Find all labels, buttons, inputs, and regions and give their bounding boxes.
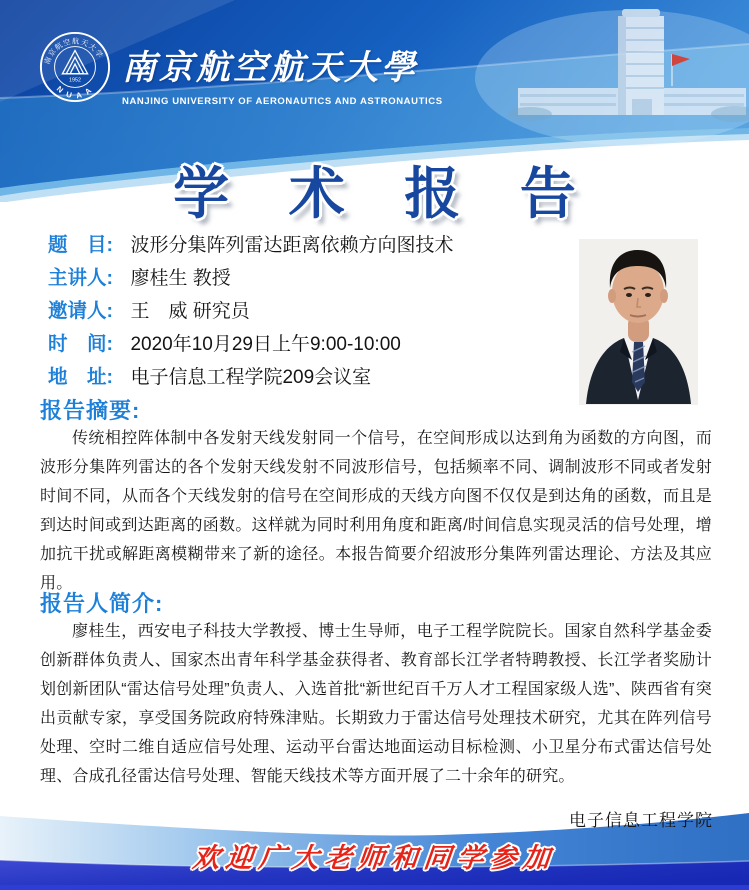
organizer-signature: 电子信息工程学院 [569, 811, 713, 830]
page-title: 学 术 报 告 [173, 162, 598, 225]
nuaa-seal-icon [38, 30, 112, 104]
info-row-address [48, 361, 453, 394]
university-name-en: NANJING UNIVERSITY OF AERONAUTICS AND ASTRONAUTICS [122, 96, 443, 107]
lecture-info [48, 229, 453, 394]
info-row-inviter [48, 295, 453, 328]
info-row-speaker [48, 262, 453, 295]
info-value: 2020年10月29日上午9:00-10:00 [130, 334, 401, 355]
abstract-body: 传统相控阵体制中各发射天线发射同一个信号，在空间形成以达到角为函数的方向图，而波形分集阵列雷达的各个发射天线发射不同波形信号，包括频率不同、调制波形不同或者发射时间不同，从而各个天线发射的信号在空间形成的天线方向图不仅仅是到达角的函数，而且是到达时间或到达距离的函数。这样就为同时利用角度和距离/时间信息实现灵活的信号处理，增加抗干扰或解距离模糊带来了新的途径。本报告简要介绍波形分集阵列雷达理论、方法及其应用。 [40, 430, 712, 592]
info-value: 王 威 研究员 [130, 301, 250, 322]
footer-bottom-strip [0, 885, 749, 890]
info-row-topic [48, 229, 453, 262]
seal-nuaa-text: N U A A [54, 84, 95, 101]
info-label: 邀请人: [48, 300, 113, 322]
welcome-message: 欢迎广大老师和同学参加 [191, 843, 558, 873]
info-label: 主讲人: [48, 267, 113, 289]
bio-heading: 报告人简介: [40, 591, 164, 616]
abstract-heading: 报告摘要: [40, 398, 141, 423]
info-value: 波形分集阵列雷达距离依赖方向图技术 [130, 235, 454, 256]
info-label: 时 间: [48, 333, 113, 355]
info-row-time [48, 328, 453, 361]
info-label: 地 址: [48, 366, 113, 388]
info-value: 电子信息工程学院209会议室 [130, 367, 372, 388]
seal-emblem-icon [62, 50, 87, 73]
info-label: 题 目: [48, 234, 113, 256]
speaker-photo [580, 240, 697, 404]
bio-body: 廖桂生，西安电子科技大学教授、博士生导师，电子工程学院院长。国家自然科学基金委创新群体负责人、国家杰出青年科学基金获得者、教育部长江学者特聘教授、长江学者奖励计划创新团队“雷达信号处理”负责人、入选首批“新世纪百千万人才工程国家级人选”、陕西省有突出贡献专家，享受国务院政府特殊津贴。长期致力于雷达信号处理技术研究，尤其在阵列信号处理、空时二维自适应信号处理、运动平台雷达地面运动目标检测、小卫星分布式雷达信号处理、合成孔径雷达信号处理、智能天线技术等方面开展了二十余年的研究。 [40, 623, 712, 785]
seal-year: 1952 [69, 77, 81, 84]
university-name-cn: 南京航空航天大學 [122, 48, 418, 88]
seal-ring-text: 南京航空航天大学 [42, 36, 106, 66]
info-value: 廖桂生 教授 [130, 268, 231, 289]
